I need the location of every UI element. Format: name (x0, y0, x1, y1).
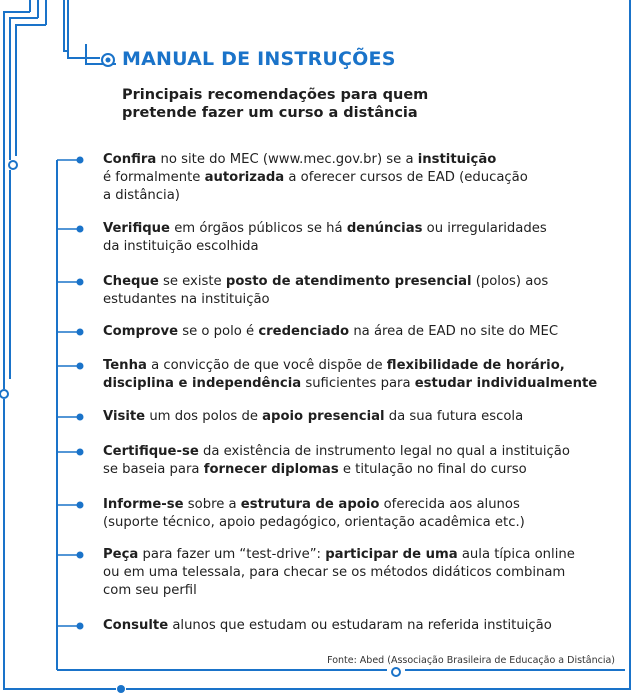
item-line (103, 151, 528, 169)
item-text: se o polo é (178, 324, 259, 339)
recommendation-item (103, 546, 575, 600)
recommendation-item (103, 408, 523, 426)
subtitle-line-1: Principais recomendações para quem (122, 87, 429, 103)
item-keyword: Peça (103, 547, 139, 562)
item-keyword: disciplina e independência (103, 376, 302, 391)
item-line (103, 357, 597, 375)
recommendation-item (103, 220, 547, 256)
item-text: a convicção de que você dispõe de (146, 358, 387, 373)
recommendation-item (103, 357, 597, 393)
item-text: (suporte técnico, apoio pedagógico, orientação acadêmica etc.) (103, 515, 525, 530)
item-keyword: Certifique-se (103, 444, 199, 459)
item-line (103, 169, 528, 187)
item-text: é formalmente (103, 170, 205, 185)
item-keyword: Cheque (103, 274, 159, 289)
item-text: (polos) aos (471, 274, 549, 289)
item-keyword: Visite (103, 409, 146, 424)
subtitle (122, 86, 428, 122)
item-text: da sua futura escola (384, 409, 524, 424)
item-text: na área de EAD no site do MEC (349, 324, 559, 339)
item-keyword: Consulte (103, 618, 169, 633)
page-title: MANUAL DE INSTRUÇÕES (122, 48, 396, 70)
item-keyword: credenciado (258, 324, 350, 339)
item-keyword: flexibilidade de horário, (386, 358, 565, 373)
item-line (103, 220, 547, 238)
recommendation-item (103, 443, 570, 479)
recommendation-item (103, 496, 525, 532)
recommendation-item (103, 273, 548, 309)
source-credit: Fonte: Abed (Associação Brasileira de Educação a Distância) (327, 655, 615, 666)
item-keyword: denúncias (346, 221, 423, 236)
item-text: a oferecer cursos de EAD (educação (284, 170, 528, 185)
item-line (103, 323, 558, 341)
item-line (103, 582, 575, 600)
item-text: um dos polos de (145, 409, 263, 424)
item-text: se baseia para (103, 462, 204, 477)
item-keyword: participar de uma (325, 547, 458, 562)
item-line (103, 461, 570, 479)
item-line (103, 273, 548, 291)
item-keyword: posto de atendimento presencial (225, 274, 472, 289)
item-text: sobre a (183, 497, 241, 512)
item-keyword: fornecer diplomas (203, 462, 339, 477)
item-line (103, 514, 525, 532)
item-keyword: Informe-se (103, 497, 184, 512)
item-keyword: estrutura de apoio (240, 497, 380, 512)
recommendation-item (103, 617, 552, 635)
item-line (103, 443, 570, 461)
item-keyword: apoio presencial (262, 409, 385, 424)
item-line (103, 291, 548, 309)
item-keyword: Comprove (103, 324, 179, 339)
recommendation-item (103, 323, 558, 341)
item-line (103, 408, 523, 426)
item-text: da existência de instrumento legal no qual a instituição (198, 444, 570, 459)
item-keyword: instituição (417, 152, 497, 167)
item-text: estudantes na instituição (103, 292, 270, 307)
item-keyword: estudar individualmente (414, 376, 598, 391)
item-text: se existe (158, 274, 226, 289)
item-keyword: autorizada (204, 170, 285, 185)
item-keyword: Tenha (103, 358, 147, 373)
item-text: alunos que estudam ou estudaram na referida instituição (168, 618, 552, 633)
item-text: da instituição escolhida (103, 239, 259, 254)
item-text: ou irregularidades (422, 221, 547, 236)
item-text: e titulação no final do curso (338, 462, 527, 477)
item-line (103, 546, 575, 564)
item-keyword: Verifique (103, 221, 170, 236)
item-line (103, 375, 597, 393)
item-text: ou em uma telessala, para checar se os métodos didáticos combinam (103, 565, 566, 580)
item-line (103, 564, 575, 582)
item-text: a distância) (103, 188, 180, 203)
item-text: suficientes para (301, 376, 415, 391)
item-keyword: Confira (103, 152, 157, 167)
item-text: no site do MEC (www.mec.gov.br) se a (156, 152, 418, 167)
item-line (103, 617, 552, 635)
subtitle-line-2: pretende fazer um curso a distância (122, 105, 418, 121)
item-text: oferecida aos alunos (379, 497, 520, 512)
item-text: em órgãos públicos se há (170, 221, 347, 236)
item-line (103, 238, 547, 256)
item-text: para fazer um “test-drive”: (138, 547, 326, 562)
item-text: com seu perfil (103, 583, 197, 598)
item-line (103, 187, 528, 205)
recommendation-item (103, 151, 528, 205)
item-text: aula típica online (457, 547, 575, 562)
item-line (103, 496, 525, 514)
